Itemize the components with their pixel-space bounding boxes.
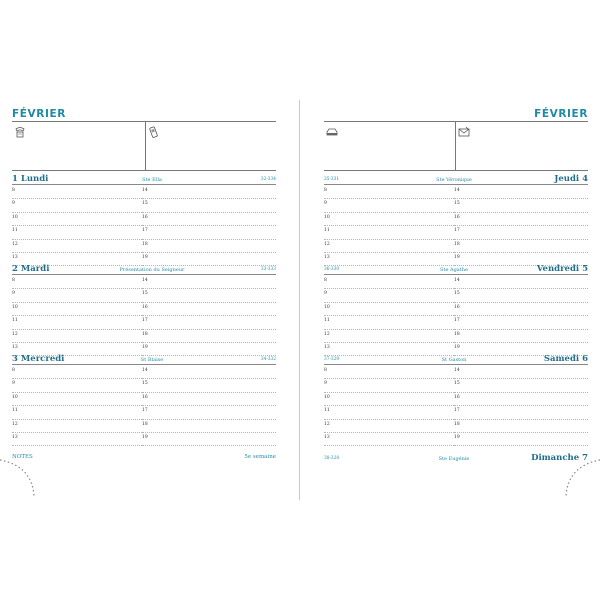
saint-name: Ste Ella: [142, 177, 162, 183]
saint-name: Présentation du Seigneur: [119, 267, 185, 273]
day-number: 34-332: [260, 357, 276, 362]
page-corner-right: [560, 458, 600, 498]
saint-name: St Gaston: [441, 357, 467, 363]
day-number: 37-329: [324, 357, 340, 362]
phone-icon: [14, 126, 26, 138]
day-number: 33-333: [260, 267, 276, 272]
hour-slot[interactable]: 10: [12, 213, 142, 226]
saint-name: Ste Agathe: [440, 267, 468, 273]
contact-box: [12, 121, 276, 171]
hour-slot[interactable]: 8: [12, 366, 142, 379]
hour-slot[interactable]: 13: [324, 253, 454, 266]
inbox-tray-icon: [326, 126, 338, 138]
day-label: 2 Mardi: [12, 264, 50, 274]
hour-slot[interactable]: 12: [12, 420, 142, 433]
hour-slot[interactable]: 12: [324, 240, 454, 253]
notes-row: [12, 451, 276, 463]
hour-slot[interactable]: 14: [142, 276, 276, 289]
hour-slot[interactable]: 9: [12, 379, 142, 392]
mobile-phone-icon: [148, 126, 160, 138]
hour-slot[interactable]: 11: [324, 316, 454, 329]
hour-slot[interactable]: 18: [454, 420, 588, 433]
saint-name: Ste Eugénie: [438, 456, 470, 462]
hour-slot[interactable]: 13: [324, 433, 454, 446]
hour-slot[interactable]: 19: [454, 343, 588, 356]
hour-slot[interactable]: 10: [324, 393, 454, 406]
hour-slot[interactable]: 16: [142, 393, 276, 406]
day-block-2: [12, 263, 276, 351]
hour-slot[interactable]: 11: [12, 316, 142, 329]
book-spine: [299, 100, 300, 500]
day-block-6: [324, 353, 588, 441]
hour-slot[interactable]: 8: [324, 366, 454, 379]
hour-slot[interactable]: 17: [142, 316, 276, 329]
hour-slot[interactable]: 16: [454, 303, 588, 316]
hour-slot[interactable]: 17: [454, 406, 588, 419]
hour-slot[interactable]: 14: [454, 186, 588, 199]
hour-slot[interactable]: 14: [454, 366, 588, 379]
hour-slot[interactable]: 18: [454, 240, 588, 253]
hour-slot[interactable]: 16: [142, 213, 276, 226]
hour-slot[interactable]: 19: [454, 253, 588, 266]
hour-slot[interactable]: 16: [454, 393, 588, 406]
hour-slot[interactable]: 8: [324, 276, 454, 289]
hour-slot[interactable]: 19: [142, 253, 276, 266]
hour-slot[interactable]: 9: [12, 199, 142, 212]
saint-name: St Blaise: [140, 357, 164, 363]
box-divider: [455, 122, 456, 170]
day-number: 36-330: [324, 267, 340, 272]
week-label: 5e semaine: [244, 454, 276, 460]
day-block-4: [324, 173, 588, 261]
hour-slot[interactable]: 15: [142, 289, 276, 302]
hour-slot[interactable]: 13: [324, 343, 454, 356]
hour-slot[interactable]: 10: [324, 213, 454, 226]
hour-slot[interactable]: 13: [12, 343, 142, 356]
day-number: 32-334: [260, 177, 276, 182]
day-label: 1 Lundi: [12, 174, 49, 184]
hour-slot[interactable]: 13: [12, 253, 142, 266]
day-block-5: [324, 263, 588, 351]
hour-slot[interactable]: 9: [324, 289, 454, 302]
notes-label: NOTES: [12, 454, 33, 460]
hour-slot[interactable]: 12: [12, 240, 142, 253]
month-title: FÉVRIER: [534, 108, 588, 120]
hour-slot[interactable]: 9: [12, 289, 142, 302]
hour-slot[interactable]: 10: [12, 303, 142, 316]
hour-slot[interactable]: 9: [324, 379, 454, 392]
hour-slot[interactable]: 17: [454, 316, 588, 329]
day-label: Samedi 6: [543, 354, 588, 364]
hour-slot[interactable]: 12: [324, 330, 454, 343]
day-label: Vendredi 5: [536, 264, 588, 274]
month-title: FÉVRIER: [12, 108, 66, 120]
day-label: Jeudi 4: [554, 174, 588, 184]
hour-slot[interactable]: 15: [142, 379, 276, 392]
hour-slot[interactable]: 17: [454, 226, 588, 239]
hour-slot[interactable]: 8: [324, 186, 454, 199]
right-page: [324, 0, 588, 600]
page-corner-left: [0, 458, 40, 498]
hour-slot[interactable]: 12: [12, 330, 142, 343]
hour-slot[interactable]: 18: [142, 330, 276, 343]
hour-slot[interactable]: 16: [454, 213, 588, 226]
hour-slot[interactable]: 18: [142, 240, 276, 253]
hour-slot[interactable]: 17: [142, 406, 276, 419]
hour-slot[interactable]: 14: [454, 276, 588, 289]
hour-slot[interactable]: 18: [142, 420, 276, 433]
left-page: [12, 0, 276, 600]
hour-slot[interactable]: 17: [142, 226, 276, 239]
hour-slot[interactable]: 19: [142, 433, 276, 446]
day-number: 35-331: [324, 177, 340, 182]
day-block-7: [324, 450, 588, 464]
hour-slot[interactable]: 11: [12, 226, 142, 239]
box-divider: [145, 122, 146, 170]
day-label: Dimanche 7: [531, 453, 588, 463]
hour-slot[interactable]: 14: [142, 186, 276, 199]
hour-slot[interactable]: 8: [12, 186, 142, 199]
hour-slot[interactable]: 15: [454, 199, 588, 212]
hour-slot[interactable]: 15: [454, 289, 588, 302]
hour-slot[interactable]: 10: [12, 393, 142, 406]
hour-slot[interactable]: 19: [142, 343, 276, 356]
day-block-1: [12, 173, 276, 261]
hour-slot[interactable]: 13: [12, 433, 142, 446]
day-number: 38-328: [324, 456, 340, 461]
hour-slot[interactable]: 16: [142, 303, 276, 316]
hour-slot[interactable]: 19: [454, 433, 588, 446]
envelope-icon: [458, 126, 470, 138]
hour-slot[interactable]: 18: [454, 330, 588, 343]
day-label: 3 Mercredi: [12, 354, 65, 364]
hour-slot[interactable]: 12: [324, 420, 454, 433]
hour-slot[interactable]: 14: [142, 366, 276, 379]
hour-slot[interactable]: 10: [324, 303, 454, 316]
day-block-3: [12, 353, 276, 441]
saint-name: Ste Véronique: [436, 177, 472, 183]
hour-slot[interactable]: 11: [12, 406, 142, 419]
hour-slot[interactable]: 11: [324, 226, 454, 239]
hour-slot[interactable]: 9: [324, 199, 454, 212]
hour-slot[interactable]: 11: [324, 406, 454, 419]
contact-box: [324, 121, 588, 171]
hour-slot[interactable]: 8: [12, 276, 142, 289]
hour-slot[interactable]: 15: [142, 199, 276, 212]
hour-slot[interactable]: 15: [454, 379, 588, 392]
